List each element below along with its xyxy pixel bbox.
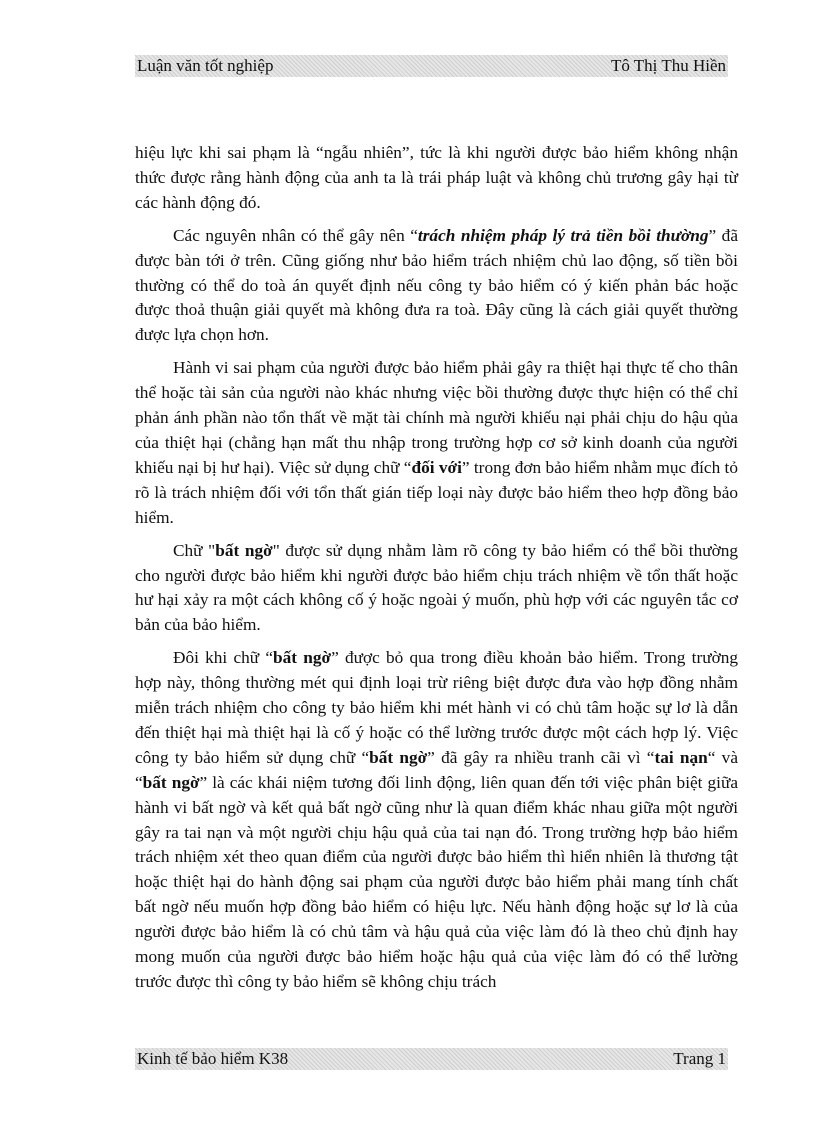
emphasis-legal-liability: trách nhiệm pháp lý trả tiền bồi thường (417, 225, 709, 245)
emphasis-tai-nan: tai nạn (654, 747, 708, 767)
paragraph-3-text-a: Hành vi sai phạm của người được bảo hiểm phải gây ra thiệt hại thực tế cho thân thể hoặc tài sản của người nào khác nhưng việc bồi thường được thực hiện có thể chỉ phản ánh phần nào tổn thất về mặt tài chính mà người khiếu nại phải chịu do hậu qủa của thiệt hại (chẳng hạn mất thu nhập trong trường hợp cơ sở kinh doanh của người khiếu nại bị hư hại). Việc sử dụng chữ “ (135, 358, 738, 477)
paragraph-4-text-a: Chữ " (173, 540, 216, 560)
paragraph-1 (135, 141, 738, 216)
emphasis-bat-ngo: bất ngờ (142, 772, 200, 792)
paragraph-4 (135, 539, 738, 639)
paragraph-1-text: hiệu lực khi sai phạm là “ngẫu nhiên”, tức là khi người được bảo hiểm không nhận thức được rằng hành động của anh ta là trái pháp luật và không chủ trương gây hại từ các hành động đó. (135, 143, 738, 212)
header-author: Tô Thị Thu Hiền (610, 56, 726, 75)
emphasis-bat-ngo: bất ngờ (273, 648, 332, 668)
paragraph-4-text-c: " được sử dụng nhằm làm rõ công ty bảo hiểm có thể bồi thường cho người được bảo hiểm khi người được bảo hiểm chịu trách nhiệm về tổn thất hoặc hư hại xảy ra một cách không cố ý hoặc ngoài ý muốn, phù hợp với các nguyên tắc cơ bản của bảo hiểm. (135, 540, 738, 635)
page-footer (135, 1048, 728, 1070)
emphasis-doi-voi: đối với (411, 457, 462, 477)
paragraph-5-text-a: Đôi khi chữ “ (173, 648, 274, 668)
paragraph-2-text-a: Các nguyên nhân có thể gây nên “ (173, 225, 418, 245)
paragraph-5-text-g: “ và “ (135, 747, 738, 792)
footer-course: Kinh tế bảo hiểm K38 (137, 1049, 289, 1068)
header-title: Luận văn tốt nghiệp (137, 56, 274, 75)
paragraph-3 (135, 356, 738, 530)
document-body (135, 141, 738, 1003)
paragraph-5-text-c: ” được bỏ qua trong điều khoản bảo hiểm. Trong trường hợp này, thông thường mét qui định loại trừ riêng biệt được đưa vào hợp đồng nhằm miễn trách nhiệm cho công ty bảo hiểm khi mét hành vi có chủ tâm hoặc sự lơ là dẫn đến thiệt hại mà thiệt hại là cố ý hoặc có thể lường trước được một cách hợp lý. Việc công ty bảo hiểm sử dụng chữ “ (135, 648, 738, 767)
paragraph-5-text-i: ” là các khái niệm tương đối linh động, liên quan đến tới việc phân biệt giữa hành vi bất ngờ và kết quả bất ngờ cũng như là quan điểm khác nhau giữa một người gây ra tai nạn và một người chịu hậu quả của tai nạn đó. Trong trường hợp bảo hiểm trách nhiệm xét theo quan điểm của người được bảo hiểm thì hiển nhiên là thương tật hoặc thiệt hại do hành động sai phạm của người được bảo hiểm phải mang tính chất bất ngờ nếu muốn hợp đồng bảo hiểm có hiệu lực. Nếu hành động hoặc sự lơ là của người được bảo hiểm là có chủ tâm và hậu quả của việc làm đó là theo chủ định hay mong muốn của người được bảo hiểm hoặc hậu quả của việc làm đó có thể lường trước được thì công ty bảo hiểm sẽ không chịu trách (135, 772, 738, 991)
footer-page-number: Trang 1 (673, 1049, 726, 1068)
emphasis-bat-ngo: bất ngờ (369, 747, 428, 767)
paragraph-2 (135, 224, 738, 349)
emphasis-bat-ngo: bất ngờ (215, 540, 273, 560)
paragraph-3-text-c: ” trong đơn bảo hiểm nhằm mục đích tỏ rõ là trách nhiệm đối với tổn thất gián tiếp loại này được bảo hiểm theo hợp đồng bảo hiểm. (135, 457, 738, 527)
paragraph-5-text-e: ” đã gây ra nhiều tranh cãi vì “ (427, 747, 655, 767)
paragraph-2-text-c: ” đã được bàn tới ở trên. Cũng giống như bảo hiểm trách nhiệm chủ lao động, số tiền bồi thường có thể do toà án quyết định nếu công ty bảo hiểm có ý kiến phản bác hoặc được thoả thuận giải quyết mà không đưa ra toà. Đây cũng là cách giải quyết thường được lựa chọn hơn. (135, 225, 738, 345)
page-header (135, 55, 728, 77)
paragraph-5 (135, 646, 738, 995)
